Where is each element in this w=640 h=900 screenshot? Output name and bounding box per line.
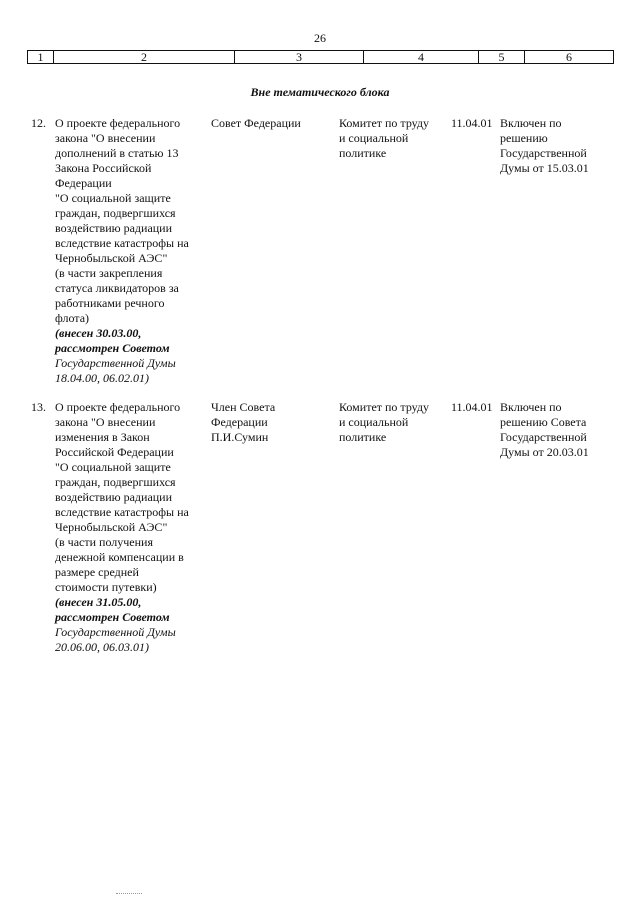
bill-title-line: "О социальной защите bbox=[55, 460, 171, 474]
bill-title-line: (в части закрепления bbox=[55, 266, 163, 280]
column-number-1: 1 bbox=[28, 51, 54, 64]
initiator bbox=[211, 400, 321, 445]
committee-line: политике bbox=[339, 430, 387, 444]
status-line: Государственной bbox=[500, 146, 587, 160]
bill-title-line: закона "О внесении bbox=[55, 415, 156, 429]
date: 11.04.01 bbox=[451, 400, 493, 414]
initiator-line: П.И.Сумин bbox=[211, 430, 269, 444]
bill-title-line: дополнений в статью 13 bbox=[55, 146, 179, 160]
bill-note-line: 20.06.00, 06.03.01) bbox=[55, 640, 149, 654]
committee bbox=[339, 400, 447, 445]
column-number-3: 3 bbox=[235, 51, 364, 64]
committee-line: и социальной bbox=[339, 415, 409, 429]
column-number-2: 2 bbox=[54, 51, 235, 64]
bill-title-line: вследствие катастрофы на bbox=[55, 236, 189, 250]
status-line: Включен по bbox=[500, 400, 562, 414]
column-number-6: 6 bbox=[525, 51, 614, 64]
bill-title-line: воздействию радиации bbox=[55, 221, 173, 235]
bill-title-line: статуса ликвидаторов за bbox=[55, 281, 179, 295]
status bbox=[500, 400, 612, 460]
row-number: 12. bbox=[31, 116, 46, 130]
row-number: 13. bbox=[31, 400, 46, 414]
status-line: решению Совета bbox=[500, 415, 587, 429]
bill-title-line: Чернобыльской АЭС" bbox=[55, 251, 168, 265]
bill-note-line: Государственной Думы bbox=[55, 625, 176, 639]
status-line: Думы от 20.03.01 bbox=[500, 445, 589, 459]
status-line: Думы от 15.03.01 bbox=[500, 161, 589, 175]
bill-title-line: закона "О внесении bbox=[55, 131, 156, 145]
committee-line: политике bbox=[339, 146, 387, 160]
bill-note-line: (внесен 30.03.00, bbox=[55, 326, 142, 340]
bill-title-line: Закона Российской bbox=[55, 161, 152, 175]
committee-line: Комитет по труду bbox=[339, 116, 430, 130]
bill-title-line: Чернобыльской АЭС" bbox=[55, 520, 168, 534]
status-line: Включен по bbox=[500, 116, 562, 130]
bill-title-line: работниками речного bbox=[55, 296, 165, 310]
bill-note-line: рассмотрен Советом bbox=[55, 610, 170, 624]
committee bbox=[339, 116, 447, 161]
bill-note-line: Государственной Думы bbox=[55, 356, 176, 370]
column-number-5: 5 bbox=[479, 51, 525, 64]
date: 11.04.01 bbox=[451, 116, 493, 130]
bill-title-line: изменения в Закон bbox=[55, 430, 150, 444]
committee-line: Комитет по труду bbox=[339, 400, 430, 414]
status-line: Государственной bbox=[500, 430, 587, 444]
status bbox=[500, 116, 612, 176]
bill-title-line: флота) bbox=[55, 311, 90, 325]
bill-title-line: размере средней bbox=[55, 565, 139, 579]
bill-title-line: О проекте федерального bbox=[55, 400, 181, 414]
bill-title-line: граждан, подвергшихся bbox=[55, 206, 176, 220]
status-line: решению bbox=[500, 131, 548, 145]
column-number-4: 4 bbox=[364, 51, 479, 64]
bill-title-line: граждан, подвергшихся bbox=[55, 475, 176, 489]
section-heading: Вне тематического блока bbox=[250, 85, 390, 99]
bill-note-line: рассмотрен Советом bbox=[55, 341, 170, 355]
bill-title-line: "О социальной защите bbox=[55, 191, 171, 205]
initiator-line: Член Совета bbox=[211, 400, 276, 414]
bill-note-line: 18.04.00, 06.02.01) bbox=[55, 371, 149, 385]
bill-title-line: воздействию радиации bbox=[55, 490, 173, 504]
scan-mark bbox=[116, 893, 142, 894]
bill-title-line: Федерации bbox=[55, 176, 112, 190]
bill-title bbox=[55, 400, 205, 655]
column-number-header bbox=[27, 50, 614, 64]
bill-title bbox=[55, 116, 205, 386]
bill-title-line: стоимости путевки) bbox=[55, 580, 157, 594]
initiator bbox=[211, 116, 321, 131]
bill-title-line: О проекте федерального bbox=[55, 116, 181, 130]
committee-line: и социальной bbox=[339, 131, 409, 145]
bill-title-line: вследствие катастрофы на bbox=[55, 505, 189, 519]
page-number: 26 bbox=[314, 31, 326, 45]
bill-note-line: (внесен 31.05.00, bbox=[55, 595, 142, 609]
bill-title-line: (в части получения bbox=[55, 535, 153, 549]
bill-title-line: Российской Федерации bbox=[55, 445, 174, 459]
initiator-line: Совет Федерации bbox=[211, 116, 301, 130]
bill-title-line: денежной компенсации в bbox=[55, 550, 184, 564]
initiator-line: Федерации bbox=[211, 415, 268, 429]
